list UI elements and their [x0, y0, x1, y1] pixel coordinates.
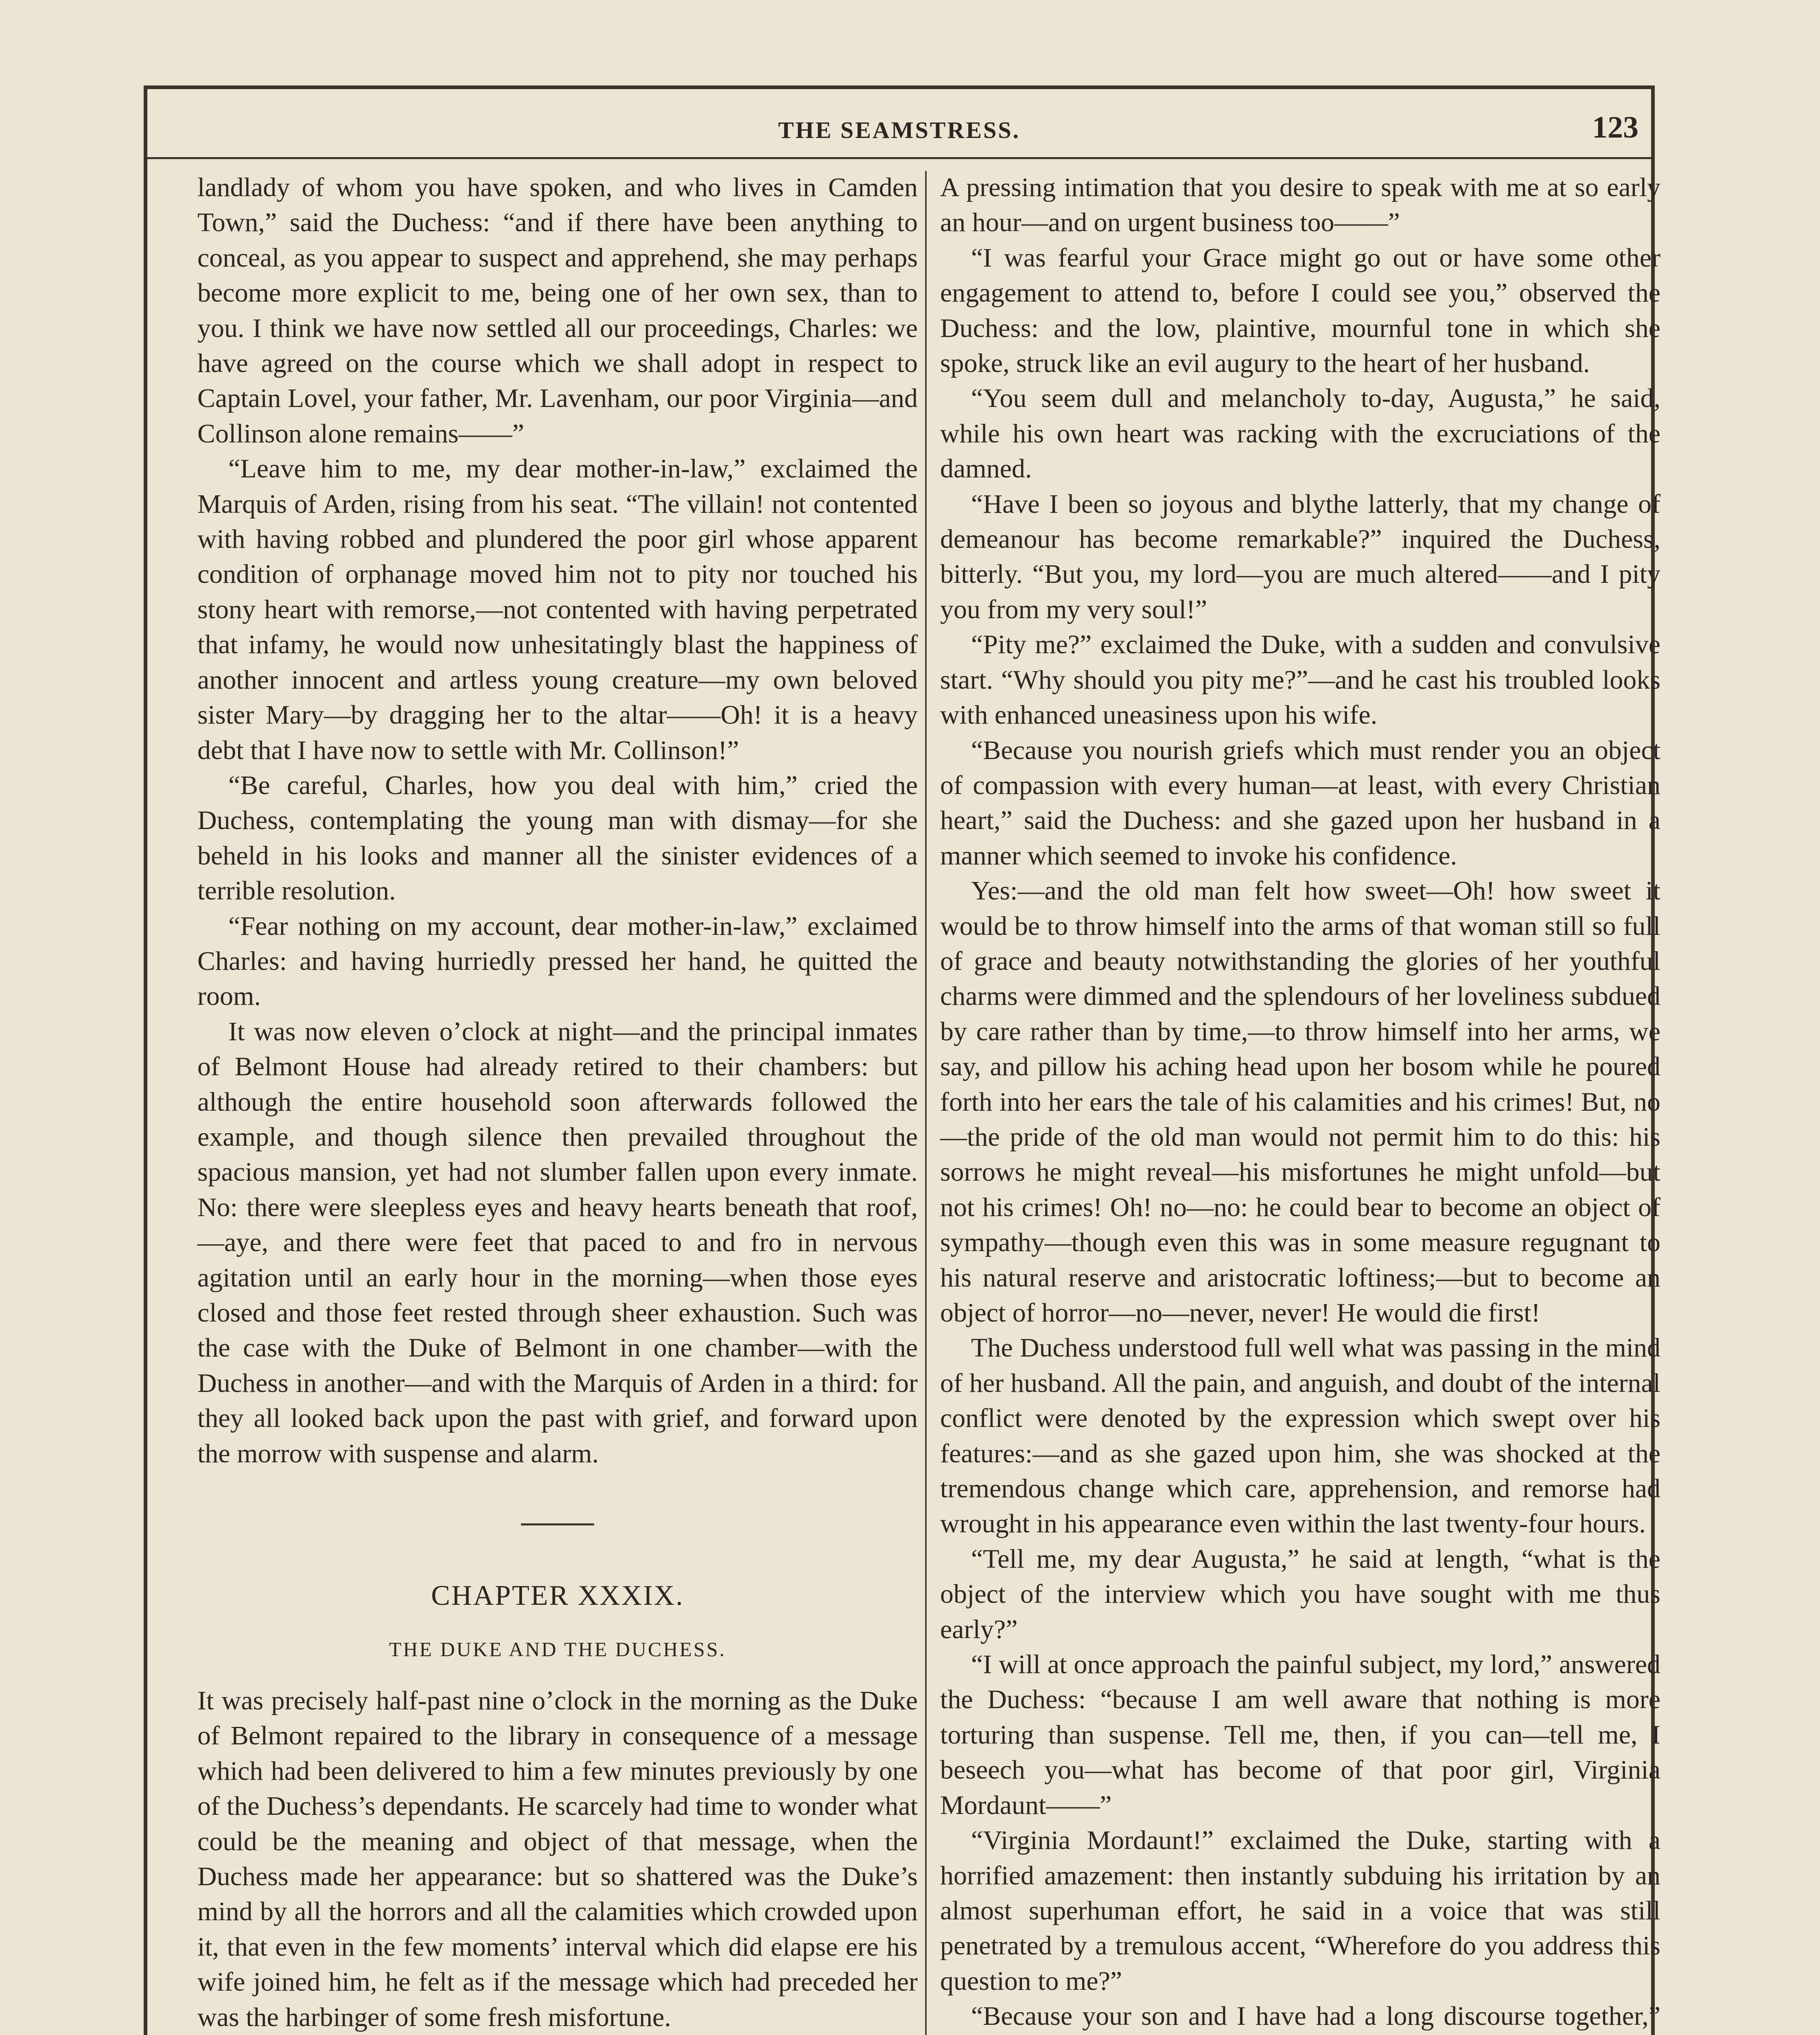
- page-number: 123: [1592, 110, 1638, 144]
- paragraph: “Be careful, Charles, how you deal with him,” cried the Duchess, contemplating the young man with dismay—for she beheld in his looks and manner all the sinister evidences of a terrible resolution.: [197, 770, 918, 906]
- paragraph: Yes:—and the old man felt how sweet—Oh! how sweet it would be to throw himself into the arms of that woman still so full of grace and beauty notwithstanding the glories of her youthful charms were dimmed and the splendours of her loveliness subdued by care rather than by time,—to throw himself into her arms, we say, and pillow his aching head upon her bosom while he poured forth into her ears the tale of his calamities and his crimes! But, no—the pride of the old man would not permit him to do this: his sorrows he might reveal—his misfortunes he might unfold—but not his crimes! Oh! no—no: he could bear to become an object of sympathy—though even this was in some measure regugnant to his natural reserve and aristocratic loftiness;—but to become an object of horror—no—never, never! He would die first!: [940, 876, 1660, 1328]
- section-break-rule: [521, 1523, 594, 1525]
- paragraph: “Tell me, my dear Augusta,” he said at length, “what is the object of the interview which you have sought with me thus early?”: [940, 1544, 1660, 1644]
- paragraph: “Because you nourish griefs which must render you an object of compassion with every human—at least, with every Christian heart,” said the Duchess: and she gazed upon her husband in a manner which seemed to invoke his confidence.: [940, 735, 1660, 871]
- paragraph: “Virginia Mordaunt!” exclaimed the Duke, starting with a horrified amazement: then instantly subduing his irritation by an almost superhuman effort, he said in a voice that was still penetrated by a tremulous accent, “Wherefore do you address this question to me?”: [940, 1825, 1660, 1996]
- header-rule: [144, 157, 1655, 159]
- paragraph: “Have I been so joyous and blythe latterly, that my change of demeanour has become remarkable?” inquired the Duchess, bitterly. “But you, my lord—you are much altered——and I pity you from my very soul!”: [940, 489, 1660, 624]
- paragraph: landlady of whom you have spoken, and who lives in Camden Town,” said the Duchess: “and if there have been anything to conceal, as you appear to suspect and apprehend, she may perhaps become more explicit to me, being one of her own sex, than to you. I think we have now settled all our proceedings, Charles: we have agreed on the course which we shall adopt in respect to Captain Lovel, your father, Mr. Lavenham, our poor Virginia—and Collinson alone remains——”: [197, 173, 918, 449]
- paragraph: It was now eleven o’clock at night—and the principal inmates of Belmont House had already retired to their chambers: but although the entire household soon afterwards followed the example, and though silence then prevailed throughout the spacious mansion, yet had not slumber fallen upon every inmate. No: there were sleepless eyes and heavy hearts beneath that roof,—aye, and there were feet that paced to and fro in nervous agitation until an early hour in the morning—when those eyes closed and those feet rested through sheer exhaustion. Such was the case with the Duke of Belmont in one chamber—with the Duchess in another—and with the Marquis of Arden in a third: for they all looked back upon the past with grief, and forward upon the morrow with suspense and alarm.: [197, 1016, 918, 1468]
- paragraph: “You seem dull and melancholy to-day, Augusta,” he said, while his own heart was racking with the excruciations of the damned.: [940, 383, 1660, 484]
- paragraph: “Pity me?” exclaimed the Duke, with a sudden and convulsive start. “Why should you pity me?”—and he cast his troubled looks with enhanced uneasiness upon his wife.: [940, 630, 1660, 730]
- paragraph: It was precisely half-past nine o’clock in the morning as the Duke of Belmont repaired to the library in consequence of a message which had been delivered to him a few minutes previously by one of the Duchess’s dependants. He scarcely had time to wonder what could be the meaning and object of that message, when the Duchess made her appearance: but so shattered was the Duke’s mind by all the horrors and all the calamities which crowded upon it, that even in the few moments’ interval which did elapse ere his wife joined him, he felt as if the message which had preceded her was the harbinger of some fresh misfortune.: [197, 1686, 918, 2032]
- paragraph: “Fear nothing on my account, dear mother-in-law,” exclaimed Charles: and having hurriedly pressed her hand, he quitted the room.: [197, 911, 918, 1011]
- paragraph: The Duchess understood full well what was passing in the mind of her husband. All the pain, and anguish, and doubt of the internal conflict were denoted by the expression which swept over his features:—and as she gazed upon him, she was shocked at the tremendous change which care, apprehension, and remorse had wrought in his appearance even within the last twenty-four hours.: [940, 1333, 1660, 1539]
- paragraph: “Leave him to me, my dear mother-in-law,” exclaimed the Marquis of Arden, rising from his seat. “The villain! not contented with having robbed and plundered the poor girl whose apparent condition of orphanage moved him not to pity nor touched his stony heart with remorse,—not contented with having perpetrated that infamy, he would now unhesitatingly blast the happiness of another innocent and artless young creature—my own beloved sister Mary—by dragging her to the altar——Oh! it is a heavy debt that I have now to settle with Mr. Collinson!”: [197, 454, 918, 765]
- running-title: THE SEAMSTRESS.: [778, 117, 1021, 143]
- chapter-title: CHAPTER XXXIX.: [431, 1580, 684, 1612]
- right-column: [940, 170, 1660, 2035]
- paragraph: A pressing intimation that you desire to speak with me at so early an hour—and on urgent business too——”: [940, 173, 1660, 238]
- column-divider: [925, 171, 927, 2035]
- left-column: [197, 170, 918, 2035]
- running-head: [148, 107, 1651, 152]
- paragraph: “I was fearful your Grace might go out or have some other engagement to attend to, before I could see you,” observed the Duchess: and the low, plaintive, mournful tone in which she spoke, struck like an evil augury to the heart of her husband.: [940, 243, 1660, 379]
- paragraph: “Because your son and I have had a long discourse together,”: [971, 2001, 1660, 2031]
- paragraph: “I will at once approach the painful subject, my lord,” answered the Duchess: “because I am well aware that nothing is more torturing than suspense. Tell me, then, if you can—tell me, I beseech you—what has become of that poor girl, Virginia Mordaunt——”: [940, 1650, 1660, 1820]
- chapter-subtitle: THE DUKE AND THE DUCHESS.: [389, 1638, 726, 1661]
